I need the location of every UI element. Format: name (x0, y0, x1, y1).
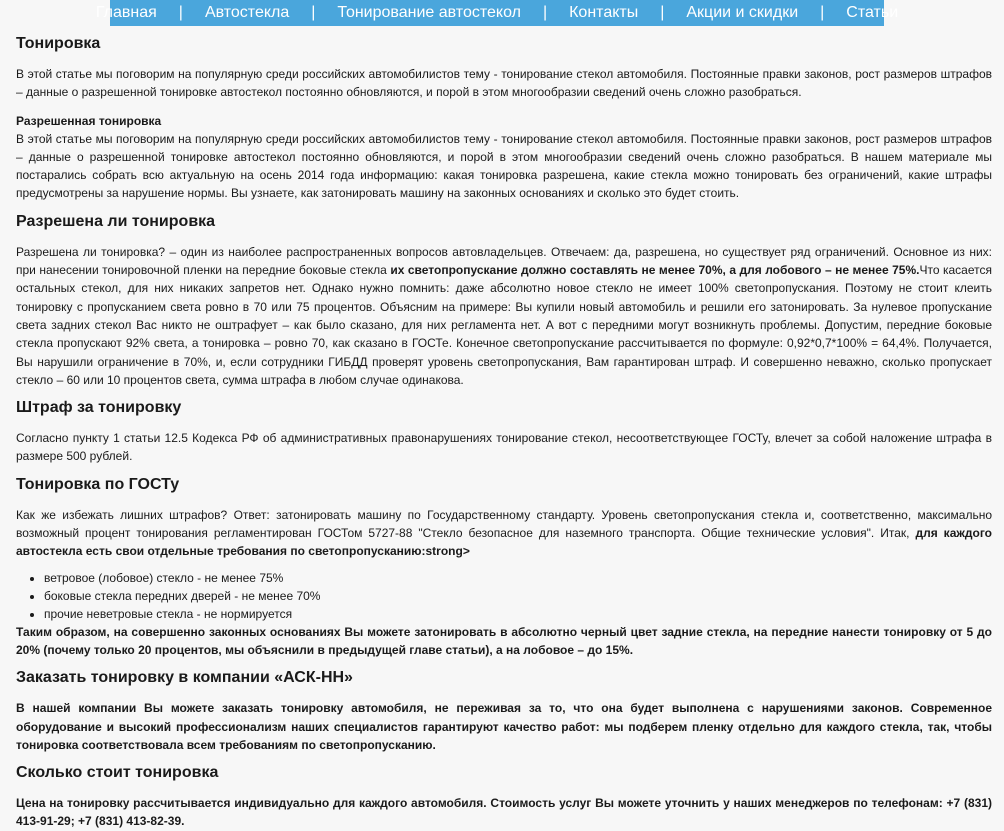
nav-contacts-link[interactable]: Контакты (569, 4, 639, 21)
paragraph-text: Что касается остальных стекол, для них никаких запретов нет. Однако нужно помнить: даже абсолютно новое стекло не имеет 100% светопропускания. Поэтому не стоит клеить тонировку с пропусканием света ровно в 70 или 75 процентов. Объясним на примере: Вы купили новый автомобиль и решили его затонировать. За нулевое пропускание света задних стекол Вас никто не оштрафует – как было сказано, для них регламента нет. А вот с передними могут возникнуть проблемы. Допустим, передние боковые стекла пропускают 92% света, а тонировка – ровно 70, как сказано в ГОСТе. Конечное светопропускание рассчитывается по формуле: 0,92*0,7*100% = 64,4%. Получается, Вы нарушили ограничение в 70%, и, если сотрудники ГИБДД проверят уровень светопропускания, Вам гарантирован штраф. И совершенно неважно, сколько пропускает стекло – 60 или 10 процентов света, сумма штрафа в любом случае одинакова. (16, 263, 992, 387)
gost-tinting-heading: Тонировка по ГОСТу (16, 475, 180, 493)
paragraph-text: Как же избежать лишних штрафов? Ответ: затонировать машину по Государственному стандарту. Уровень светопропускания стекла и, соответственно, максимально возможный процент тонирования регламентирован ГОСТом 5727-88 "Стекло безопасное для наземного транспорта. Общие технические условия". Итак, (16, 507, 992, 541)
nav-autoglass-link[interactable]: Автостекла (204, 4, 290, 21)
permitted-tinting-subheading: Разрешенная тонировка (16, 113, 162, 128)
bold-price-text: Цена на тонировку рассчитывается индивидуально для каждого автомобиля. Стоимость услуг Вы можете уточнить у наших менеджеров по телефонам: +7 (831) 413-91-29; +7 (831) 413-82-39. (16, 796, 992, 829)
top-navigation-bar (0, 0, 1004, 26)
paragraph-text: Разрешена ли тонировка? – один из наиболее распространенных вопросов автовладельцев. Отвечаем: да, разрешена, но существует ряд ограничений. Основное из них: при нанесении тонировочной пленки на передние боковые стекла (16, 244, 992, 278)
nav-promotions-link[interactable]: Акции и скидки (686, 4, 799, 21)
gost-tinting-paragraph (16, 506, 992, 561)
permitted-tinting-paragraph: В этой статье мы поговорим на популярную среди российских автомобилистов тему - тонирование стекол автомобиля. Постоянные правки законов, рост размеров штрафов – данные о разрешенной тонировке автостекол постоянно обновляются, и порой в этом многообразии сведений очень сложно разобраться. В нашем материале мы постарались собрать всю актуальную на осень 2014 года информацию: какая тонировка разрешена, какие стекла можно тонировать без ограничений, какие штрафы предусмотрены за нарушение нормы. Вы узнаете, как затонировать машину на законных основаниях и сколько это будет стоить. (16, 131, 992, 201)
nav-home-link[interactable]: Главная (95, 4, 157, 21)
nav-separator: | (820, 4, 825, 21)
nav-articles-link[interactable]: Статьи (846, 4, 899, 21)
nav-separator: | (542, 4, 548, 21)
list-item: • прочие неветровые стекла - не нормируется (44, 605, 992, 623)
tinting-price-paragraph (16, 794, 992, 831)
page-title: Тонировка (16, 35, 101, 52)
tinting-fine-paragraph: Согласно пункту 1 статьи 12.5 Кодекса РФ об административных правонарушениях тонирование стекол, несоответствующее ГОСТу, влечет за собой наложение штрафа в размере 500 рублей. (16, 431, 992, 464)
glass-requirements-list (16, 569, 992, 623)
bold-requirement-text: их светопропускание должно составлять не менее 70%, а для лобового – не менее 75%. (390, 263, 920, 278)
article-content (0, 35, 1004, 831)
order-tinting-heading: Заказать тонировку в компании «АСК-НН» (16, 669, 353, 687)
intro-paragraph: В этой статье мы поговорим на популярную среди российских автомобилистов тему - тонирование стекол автомобиля. Постоянные правки законов, рост размеров штрафов – данные о разрешенной тонировке автостекол постоянно обновляются, и порой в этом многообразии сведений очень сложно разобраться. (16, 67, 992, 100)
main-menu (95, 0, 899, 26)
gost-summary-paragraph (16, 623, 992, 660)
list-item: • ветровое (лобовое) стекло - не менее 75% (44, 569, 992, 587)
nav-separator: | (311, 4, 316, 21)
nav-separator: | (660, 4, 665, 21)
order-tinting-paragraph (16, 699, 992, 754)
tinting-fine-heading: Штраф за тонировку (16, 399, 182, 417)
list-item: • боковые стекла передних дверей - не менее 70% (44, 587, 992, 605)
bold-requirement-text: для каждого автостекла есть свои отдельные требования по светопропусканию:strong> (16, 526, 992, 559)
bold-order-text: В нашей компании Вы можете заказать тонировку автомобиля, не переживая за то, что она будет выполнена с нарушениями законов. Современное оборудование и высокий профессионализм наших специалистов гарантируют качество работ: мы подберем пленку отдельно для каждого стекла, так, чтобы тонировка соответствовала всем требованиям по светопропусканию. (16, 701, 992, 752)
is-tinting-allowed-heading: Разрешена ли тонировка (16, 212, 216, 230)
nav-separator: | (178, 4, 183, 21)
bold-summary-text: Таким образом, на совершенно законных основаниях Вы можете затонировать в абсолютно черный цвет задние стекла, на передние нанести тонировку от 5 до 20% (почему только 20 процентов, мы объяснили в предыдущей главе статьи), а на лобовое – до 15%. (16, 624, 992, 657)
nav-tinting-link[interactable]: Тонирование автостекол (337, 4, 521, 21)
is-tinting-allowed-paragraph (16, 243, 992, 389)
tinting-price-heading: Сколько стоит тонировка (16, 764, 219, 782)
